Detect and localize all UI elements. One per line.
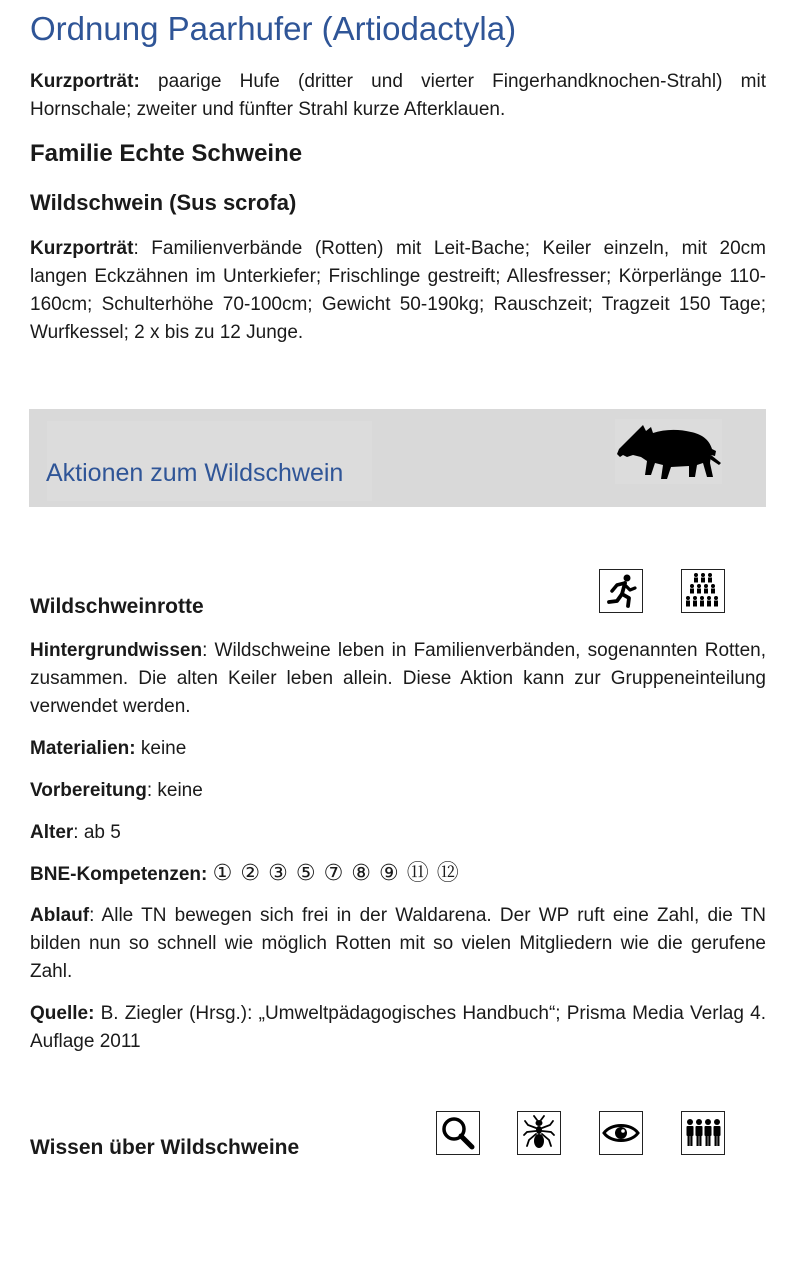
source-text: B. Ziegler (Hrsg.): „Umweltpädagogisches Handbuch“; Prisma Media Verlag 4. Auflage 2011 [30,1003,766,1052]
ant-icon [517,1111,561,1155]
page-title: Ordnung Paarhufer (Artiodactyla) [30,10,517,47]
materials-value: keine [135,738,187,759]
procedure [30,902,766,986]
bne-competences [30,859,467,889]
preparation [30,777,203,805]
banner-title: Aktionen zum Wildschwein [46,459,344,487]
order-portrait-text: paarige Hufe (dritter und vierter Fingerhandknochen-Strahl) mit Hornschale; zweiter und fünfter Strahl kurze Afterklauen. [30,71,766,120]
age [30,819,121,847]
bne-number: ③ [268,860,288,885]
bne-number: ⑪ [406,860,429,885]
background-text: : Wildschweine leben in Familienverbänden, sogenannten Rotten, zusammen. Die alten Keiler leben allein. Diese Aktion kann zur Gruppeneinteilung verwendet werden. [30,640,766,717]
source [30,1000,766,1056]
people-icon [681,1111,725,1155]
bne-number: ⑨ [379,860,399,885]
materials-label: Materialien: [30,738,136,759]
species-portrait [30,235,766,347]
eye-icon [599,1111,643,1155]
bne-number: ⑦ [323,860,344,885]
order-portrait-label: Kurzporträt: [30,71,140,92]
species-portrait-label: Kurzporträt [30,238,134,259]
order-portrait [30,68,766,124]
activity-wildschweinrotte-title: Wildschweinrotte [30,595,204,618]
age-label: Alter [30,822,74,843]
magnifier-icon [436,1111,480,1155]
group-icon [681,569,725,613]
bne-number: ⑫ [436,860,459,885]
bne-label: BNE-Kompetenzen: [30,864,208,885]
species-portrait-text: : Familienverbände (Rotten) mit Leit-Bache; Keiler einzeln, mit 20cm langen Eckzähnen im Unterkiefer; Frischlinge gestreift; Allesfresser; Körperlänge 110-160cm; Schulterhöhe 70-100cm; Gewicht 50-190kg; Rauschzeit; Tragzeit 150 Tage; Wurfkessel; 2 x bis zu 12 Junge. [30,238,766,343]
procedure-label: Ablauf [30,905,90,926]
preparation-value: : keine [146,780,203,801]
background-label: Hintergrundwissen [30,640,203,661]
species-title: Wildschwein (Sus scrofa) [30,190,297,215]
family-title: Familie Echte Schweine [30,140,303,167]
procedure-text: : Alle TN bewegen sich frei in der Waldarena. Der WP ruft eine Zahl, die TN bilden nun so schnell wie möglich Rotten mit so vielen Mitgliedern wie die gerufene Zahl. [30,905,766,982]
source-label: Quelle: [30,1003,95,1024]
age-value: : ab 5 [73,822,121,843]
running-person-icon [599,569,643,613]
bne-number: ② [240,860,261,885]
actions-banner [29,409,766,507]
preparation-label: Vorbereitung [30,780,147,801]
bne-number: ⑤ [295,860,316,885]
bne-numbers [212,860,467,885]
boar-icon [615,419,722,484]
background-knowledge [30,637,766,721]
materials [30,735,186,763]
bne-number: ① [212,860,233,885]
bne-number: ⑧ [351,860,372,885]
activity-wissen-title: Wissen über Wildschweine [30,1136,300,1159]
